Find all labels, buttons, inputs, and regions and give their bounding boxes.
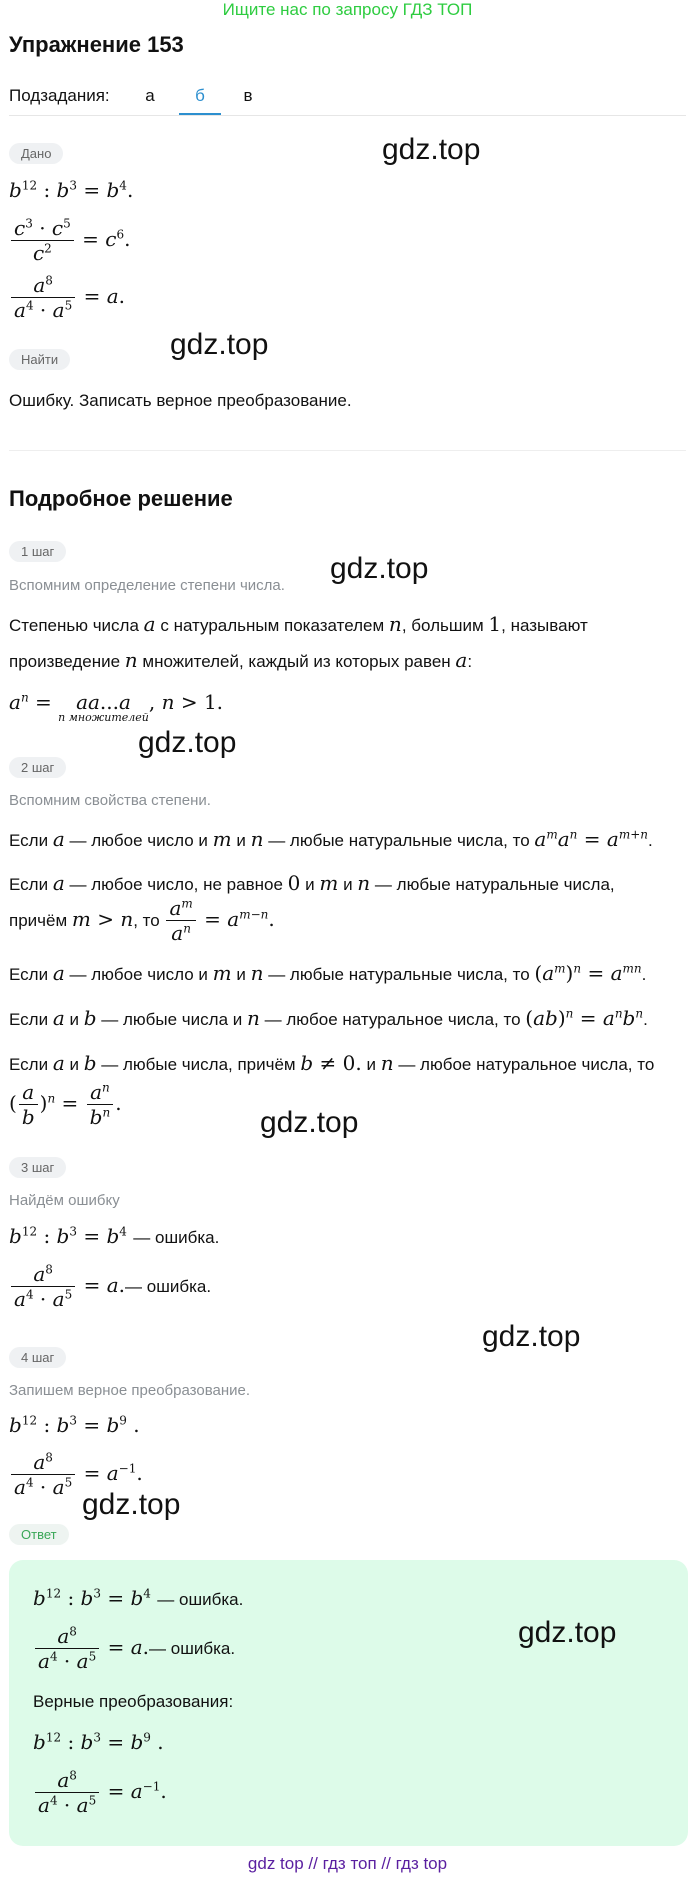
watermark: gdz.top: [482, 1320, 581, 1353]
step-4-pill: 4 шаг: [9, 1347, 66, 1368]
tab-b[interactable]: б: [195, 86, 205, 105]
footer-links[interactable]: gdz top // гдз топ // гдз top: [247, 1854, 448, 1873]
property-2-line-2: причём m > n, то $\frac{a^m}{a^n}$ = $a^{m-n}$.: [9, 896, 275, 945]
watermark: gdz.top: [518, 1616, 617, 1649]
given-pill: Дано: [9, 143, 63, 164]
given-line-1: $b^{12}$ : $b^3 = b^4$.: [9, 178, 134, 202]
step-2-pill: 2 шаг: [9, 757, 66, 778]
find-text: Ошибку. Записать верное преобразование.: [9, 391, 352, 410]
given-line-2: $\frac{c^3 \cdot c^5}{c^2}$ = $c^6$.: [9, 216, 130, 265]
property-2-line-1: Если a — любое число, не равное 0 и m и n — любые натуральные числа,: [9, 871, 615, 895]
solution-title: Подробное решение: [9, 486, 233, 511]
step-2-caption: Вспомним свойства степени.: [9, 792, 211, 809]
step-1-caption: Вспомним определение степени числа.: [9, 577, 285, 594]
given-line-3: $\frac{a^8}{a^4 \cdot a^5}$ = a.: [9, 273, 125, 322]
page-title: Упражнение 153: [9, 32, 184, 57]
watermark: gdz.top: [82, 1488, 181, 1521]
step-4-correct-2: $\frac{a^8}{a^4 \cdot a^5}$ = $a^{-1}$.: [9, 1450, 143, 1499]
step-3-pill: 3 шаг: [9, 1157, 66, 1178]
active-tab-indicator: [179, 113, 221, 115]
step-4-caption: Запишем верное преобразование.: [9, 1382, 251, 1399]
step-1-pill: 1 шаг: [9, 541, 66, 562]
step-3-error-2: $\frac{a^8}{a^4 \cdot a^5}$ = a.— ошибка.: [9, 1262, 211, 1311]
answer-correct-1: $b^{12}$ : $b^3 = b^9$ .: [33, 1730, 164, 1754]
step-1-formula: $a^n = aa...a$ n множителей , n > 1.: [9, 690, 224, 724]
watermark: gdz.top: [260, 1106, 359, 1139]
property-5-line-1: Если a и b — любые числа, причём b ≠ 0. и n — любое натуральное числа, то: [9, 1051, 655, 1075]
answer-error-1: $b^{12}$ : $b^3 = b^4$ — ошибка.: [33, 1586, 244, 1610]
step-1-definition-line-1: Степенью числа a с натуральным показателем n, большим 1, называют: [9, 612, 588, 636]
step-3-error-1: $b^{12}$ : $b^3 = b^4$ — ошибка.: [9, 1224, 220, 1248]
find-pill: Найти: [9, 349, 70, 370]
property-1: Если a — любое число и m и n — любые натуральные числа, то $a^ma^n = a^{m+n}$.: [9, 827, 653, 851]
watermark: gdz.top: [382, 133, 481, 166]
answer-correct-2: $\frac{a^8}{a^4 \cdot a^5}$ = $a^{-1}$.: [33, 1768, 167, 1817]
property-5-formula: ( $\frac{a}{b}$ )$^n$ = $\frac{a^n}{b^n}$ .: [9, 1080, 122, 1129]
tabs-divider: [9, 115, 686, 116]
watermark: gdz.top: [138, 726, 237, 759]
property-4: Если a и b — любые числа и n — любое натуральное числа, то $(ab)^n = a^nb^n$.: [9, 1006, 648, 1030]
answer-pill: Ответ: [9, 1524, 69, 1545]
answer-correct-label: Верные преобразования:: [33, 1692, 234, 1711]
section-divider: [9, 450, 686, 451]
property-3: Если a — любое число и m и n — любые натуральные числа, то $(a^m)^n = a^{mn}$.: [9, 961, 647, 985]
step-4-correct-1: $b^{12}$ : $b^3 = b^9$ .: [9, 1413, 140, 1437]
search-banner: Ищите нас по запросу ГДЗ ТОП: [222, 0, 473, 19]
tab-a[interactable]: а: [145, 86, 155, 105]
answer-error-2: $\frac{a^8}{a^4 \cdot a^5}$ = a.— ошибка.: [33, 1624, 235, 1673]
subtasks-label: Подзадания:: [9, 86, 110, 105]
watermark: gdz.top: [170, 328, 269, 361]
watermark: gdz.top: [330, 552, 429, 585]
step-1-definition-line-2: произведение n множителей, каждый из которых равен a:: [9, 648, 473, 672]
step-3-caption: Найдём ошибку: [9, 1192, 120, 1209]
tab-v[interactable]: в: [243, 86, 253, 105]
